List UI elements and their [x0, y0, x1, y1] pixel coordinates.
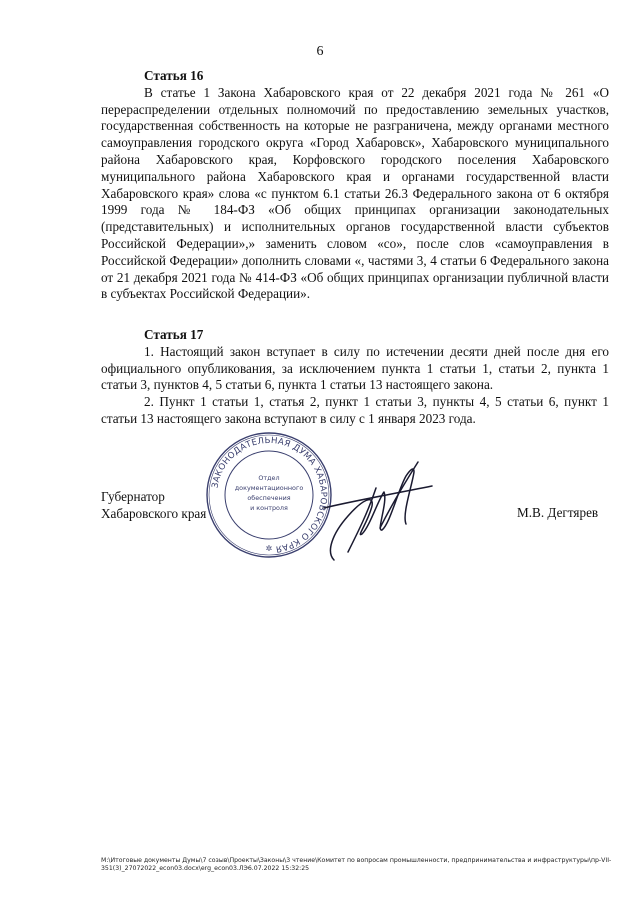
file-path-line-2: 351(3)_27072022_econ03.docx\erg_econ03.ЛЭ6.07.2022 15:32:25: [101, 865, 310, 872]
article-16-paragraph: В статье 1 Закона Хабаровского края от 22 декабря 2021 года № 261 «О перераспределении отдельных полномочий по предоставлению земельных участков, государственная собственность на которые не разграничена, между органами местного самоуправления городского округа «Город Хабаровск», Хабаровского муниципального района Хабаровского края, Корфовского городского поселения Хабаровского муниципального района Хабаровского края и органами государственной власти Хабаровского края» слова «с пунктом 6.1 статьи 26.3 Федерального закона от 6 октября 1999 года № 184-ФЗ «Об общих принципах организации законодательных (представительных) и исполнительных органов государственной власти субъектов Российской Федерации»,» заменить словом «со», после слов «самоуправления в Российской Федерации» дополнить словами «, частями 3, 4 статьи 6 Федерального закона от 21 декабря 2021 года № 414-ФЗ «Об общих принципах организации публичной власти в субъектах Российской Федерации».: [101, 84, 609, 302]
stamp-inner-line-2: документационного: [234, 484, 304, 492]
signatory-position-line-2: Хабаровского края: [101, 506, 207, 521]
article-17-heading: Статья 17: [144, 327, 204, 342]
handwritten-signature: [318, 452, 438, 567]
article-16-heading: Статья 16: [144, 68, 204, 83]
stamp-inner-line-3: обеспечения: [247, 494, 291, 502]
article-17: [101, 327, 609, 428]
signatory-name: М.В. Дегтярев: [517, 505, 599, 520]
stamp-star-icon: ✲: [265, 544, 273, 553]
official-stamp: [204, 430, 334, 560]
signatory-position-line-1: Губернатор: [101, 489, 165, 504]
stamp-outer-text: ЗАКОНОДАТЕЛЬНАЯ ДУМА ХАБАРОВСКОГО КРАЯ: [210, 435, 329, 554]
signatory-position: [101, 488, 206, 522]
page-number: 6: [316, 44, 324, 59]
article-17-paragraph-2: 2. Пункт 1 статьи 1, статья 2, пункт 1 статьи 3, пункты 4, 5 статьи 6, пункт 1 статьи 13 настоящего закона вступают в силу с 1 января 2023 года.: [101, 394, 609, 426]
article-17-paragraph-1: 1. Настоящий закон вступает в силу по истечении десяти дней после дня его официального опубликования, за исключением пункта 1 статьи 1, статьи 2, пункта 1 статьи 3, пунктов 4, 5 статьи 6, пункта 1 статьи 13 настоящего закона.: [101, 343, 609, 393]
stamp-inner-line-1: Отдел: [258, 474, 280, 482]
stamp-inner-line-4: и контроля: [250, 504, 288, 512]
file-path-line-1: M:\Итоговые документы Думы\7 созыв\Проекты\Законы\3 чтение\Комитет по вопросам промышленности, предпринимательства и инфраструктуры\пр-VII-: [101, 857, 612, 864]
article-16: [101, 68, 609, 303]
file-path-footer: [101, 857, 621, 873]
